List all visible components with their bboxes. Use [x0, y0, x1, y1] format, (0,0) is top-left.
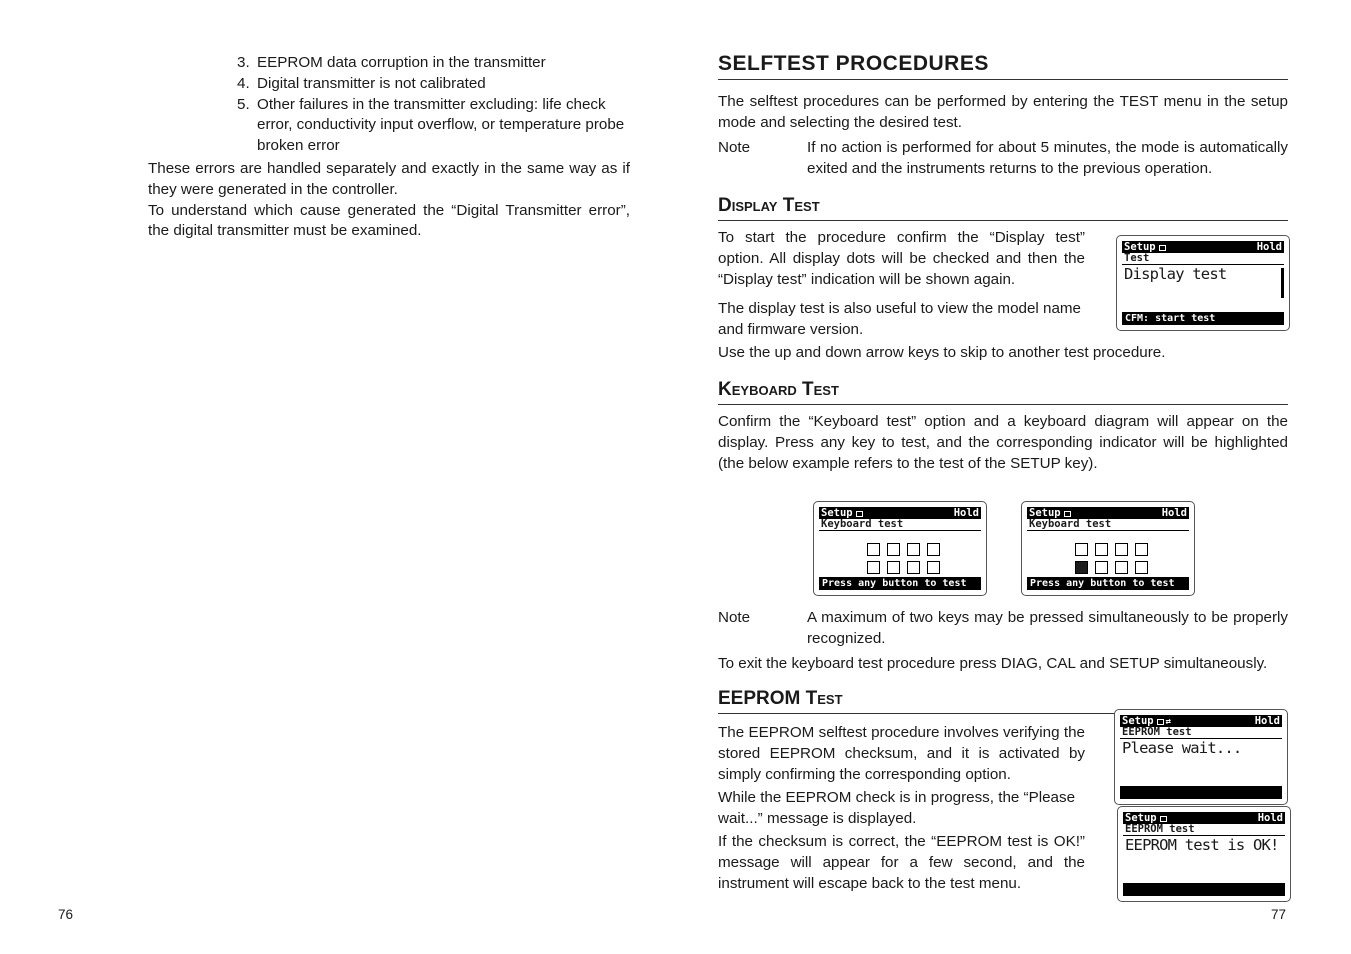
key-grid	[867, 543, 940, 574]
paragraph: To start the procedure confirm the “Display test” option. All display dots will be checked and then the “Display test” indication will be shown again.	[718, 229, 1085, 288]
key-indicator	[887, 543, 900, 556]
lock-icon	[856, 511, 863, 517]
paragraph: If the checksum is correct, the “EEPROM test is OK!” message will appear for a few second, and the instrument will escape back to the test menu.	[718, 833, 1085, 892]
list-item: 5. Other failures in the transmitter excluding: life check error, conductivity input overflow, or temperature probe broken error	[237, 95, 625, 155]
key-indicator-setup-highlighted	[1075, 561, 1088, 574]
lcd-message: Display test	[1124, 265, 1227, 283]
display-test-heading: Display Test	[718, 194, 1288, 221]
key-indicator	[927, 543, 940, 556]
lcd-footer: Press any button to test	[819, 577, 981, 590]
left-paragraphs	[148, 159, 630, 242]
paragraph: Confirm the “Keyboard test” option and a keyboard diagram will appear on the display. Press any key to test, and the corresponding indicator will be highlighted (the below example refers to the test of the SETUP key).	[718, 413, 1288, 472]
key-indicator	[1095, 561, 1108, 574]
lcd-subtitle: Keyboard test	[819, 519, 981, 531]
note-text: If no action is performed for about 5 minutes, the mode is automatically exited and the instruments returns to the previous operation.	[807, 139, 1288, 177]
key-indicator	[1115, 543, 1128, 556]
key-indicator	[1115, 561, 1128, 574]
key-indicator	[927, 561, 940, 574]
lock-icon	[1160, 816, 1167, 822]
paragraph: These errors are handled separately and exactly in the same way as if they were generated in the controller.	[148, 160, 630, 198]
lock-icon	[1064, 511, 1071, 517]
lock-icon	[1159, 245, 1166, 251]
paragraph: The display test is also useful to view the model name and firmware version.	[718, 300, 1081, 338]
key-indicator	[1095, 543, 1108, 556]
lcd-footer	[1120, 786, 1282, 799]
key-indicator	[907, 543, 920, 556]
lcd-eeprom-ok: Setup Hold EEPROM test EEPROM test is OK!	[1117, 806, 1291, 902]
lcd-eeprom-please-wait: Setup ⇄ Hold EEPROM test Please wait...	[1114, 709, 1288, 805]
lcd-subtitle: EEPROM test	[1123, 824, 1285, 836]
paragraph: The EEPROM selftest procedure involves verifying the stored EEPROM checksum, and it is activated by simply confirming the corresponding option.	[718, 724, 1085, 783]
paragraph: To exit the keyboard test procedure press DIAG, CAL and SETUP simultaneously.	[718, 655, 1268, 672]
lock-icon	[1157, 719, 1164, 725]
key-indicator	[1075, 543, 1088, 556]
key-indicator	[867, 561, 880, 574]
eeprom-test-heading: EEPROM Test	[718, 687, 1288, 714]
note-timeout	[718, 138, 1288, 180]
lcd-keyboard-test-setup-pressed: Setup Hold Keyboard test Press any button to test	[1021, 501, 1195, 596]
key-grid	[1075, 543, 1148, 574]
lcd-message: EEPROM test is OK!	[1125, 836, 1279, 854]
lcd-footer: CFM: start test	[1122, 312, 1284, 325]
intro-paragraph: The selftest procedures can be performed by entering the TEST menu in the setup mode and selecting the desired test.	[718, 93, 1288, 131]
lcd-message: Please wait...	[1122, 739, 1242, 757]
error-cause-list	[237, 53, 633, 157]
list-item: 4. Digital transmitter is not calibrated	[237, 74, 486, 92]
page-number-left: 76	[58, 907, 74, 922]
lcd-subtitle: Keyboard test	[1027, 519, 1189, 531]
list-item-text: Digital transmitter is not calibrated	[257, 74, 486, 92]
key-indicator	[1135, 561, 1148, 574]
lcd-footer: Press any button to test	[1027, 577, 1189, 590]
lcd-subtitle: Test	[1122, 253, 1284, 265]
scrollbar-marker	[1281, 268, 1284, 298]
list-item-text: Other failures in the transmitter excluding: life check error, conductivity input overflow, or temperature probe broken error	[257, 95, 625, 155]
paragraph: While the EEPROM check is in progress, the “Please wait...” message is displayed.	[718, 789, 1076, 827]
transfer-arrows-icon: ⇄	[1165, 717, 1172, 727]
key-indicator	[867, 543, 880, 556]
lcd-display-test: Setup Hold Test Display test CFM: start test	[1116, 235, 1290, 331]
keyboard-test-heading: Keyboard Test	[718, 378, 1288, 405]
note-two-keys	[718, 608, 1288, 650]
key-indicator	[907, 561, 920, 574]
paragraph: Use the up and down arrow keys to skip to another test procedure.	[718, 344, 1166, 361]
list-item-text: EEPROM data corruption in the transmitter	[257, 54, 546, 71]
lcd-subtitle: EEPROM test	[1120, 727, 1282, 739]
section-title: SELFTEST PROCEDURES	[718, 51, 1288, 80]
lcd-keyboard-test-idle: Setup Hold Keyboard test Press any button to test	[813, 501, 987, 596]
note-label: Note	[718, 139, 751, 156]
note-text: A maximum of two keys may be pressed simultaneously to be properly recognized.	[807, 609, 1288, 647]
list-item: 3. EEPROM data corruption in the transmitter	[237, 54, 546, 71]
paragraph: To understand which cause generated the “Digital Transmitter error”, the digital transmitter must be examined.	[148, 201, 630, 240]
key-indicator	[1135, 543, 1148, 556]
key-indicator	[887, 561, 900, 574]
note-label: Note	[718, 609, 751, 626]
page-number-right: 77	[1271, 907, 1287, 922]
lcd-footer	[1123, 883, 1285, 896]
